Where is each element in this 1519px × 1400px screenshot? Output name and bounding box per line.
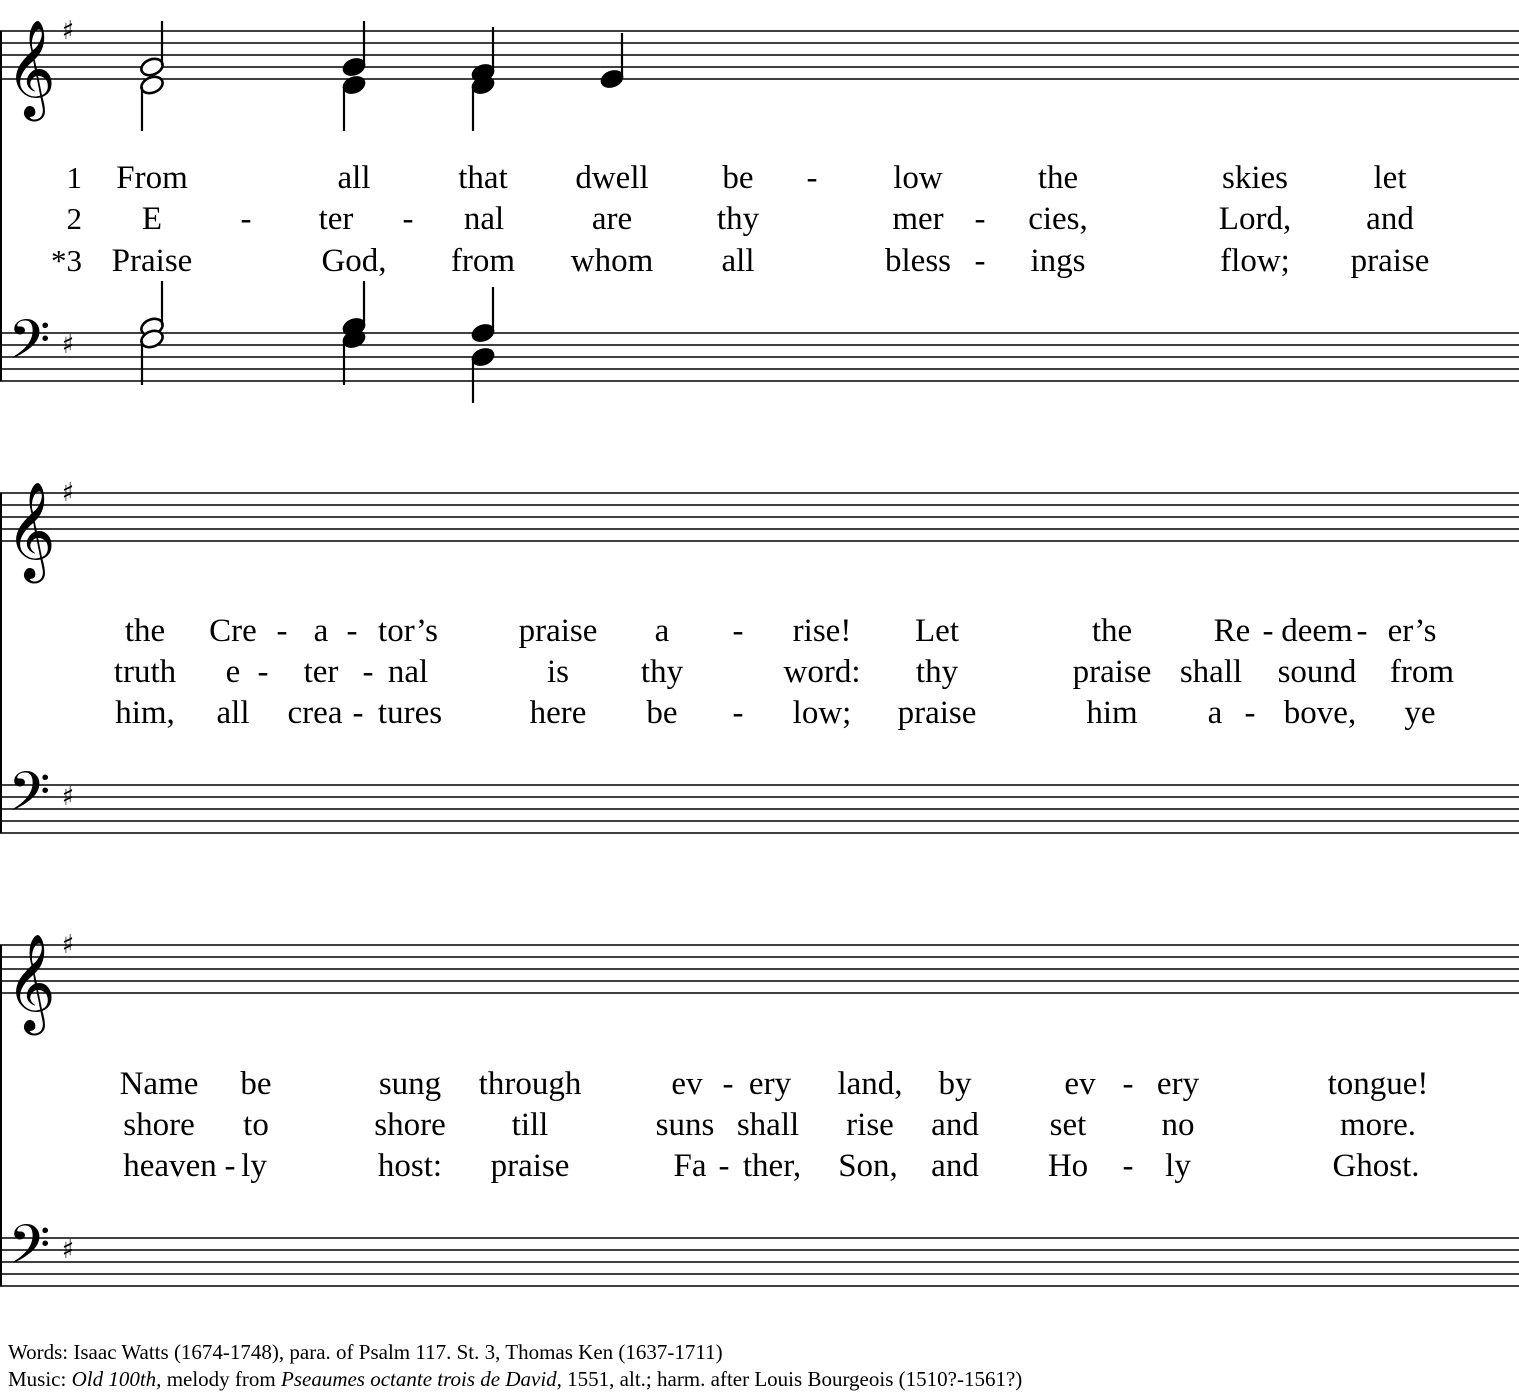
lyric-syllable: -	[732, 695, 744, 731]
credits-words: Words: Isaac Watts (1674-1748), para. of Psalm 117. St. 3, Thomas Ken (1637-1711)	[8, 1340, 723, 1364]
verse-number: *3	[51, 243, 82, 278]
lyric-syllable: and	[931, 1148, 979, 1184]
lyric-syllable: -	[1244, 695, 1256, 731]
lyric-syllable: all	[721, 243, 755, 279]
lyric-syllable: are	[591, 201, 633, 237]
treble-clef-icon: 𝄞	[6, 19, 56, 117]
lyric-syllable: skies	[1222, 160, 1288, 196]
lyric-syllable: e	[225, 654, 241, 690]
lyric-syllable: and	[1366, 201, 1414, 237]
source-title: Pseaumes octante trois de David,	[281, 1367, 562, 1391]
lyric-syllable: flow;	[1220, 243, 1290, 279]
lyric-syllable: -	[402, 201, 414, 237]
lyric-syllable: dwell	[575, 160, 649, 196]
lyric-syllable: -	[974, 201, 986, 237]
lyric-syllable: shore	[374, 1107, 446, 1143]
lyric-syllable: him,	[115, 695, 175, 731]
lyric-syllable: ther,	[742, 1148, 802, 1184]
verse-number: 2	[66, 201, 82, 236]
lyric-syllable: shall	[1179, 654, 1243, 690]
lyric-syllable: thy	[716, 201, 760, 237]
credits-music	[8, 1367, 1022, 1392]
lyric-syllable: be	[646, 695, 678, 731]
credits-music-mid: melody from	[161, 1367, 281, 1391]
lyric-syllable: -	[352, 695, 364, 731]
lyric-syllable: cies,	[1028, 201, 1088, 237]
lyric-syllable: ery	[748, 1066, 792, 1102]
lyric-syllable: tor’s	[378, 613, 438, 649]
lyric-syllable: ye	[1404, 695, 1436, 731]
lyric-syllable: praise	[897, 695, 977, 731]
key-signature-sharp-icon: ♯	[61, 782, 75, 812]
lyric-syllable: ev	[671, 1066, 703, 1102]
lyric-syllable: land,	[837, 1066, 903, 1102]
lyric-syllable: a	[1207, 695, 1223, 731]
lyric-syllable: here	[529, 695, 587, 731]
lyric-syllable: the	[1091, 613, 1133, 649]
credits-music-rest: 1551, alt.; harm. after Louis Bourgeois (1510?-1561?)	[561, 1367, 1023, 1391]
lyric-syllable: nal	[463, 201, 505, 237]
lyric-syllable: sound	[1277, 654, 1357, 690]
lyric-syllable: crea	[287, 695, 343, 731]
lyric-syllable: E	[141, 201, 163, 237]
lyric-syllable: From	[116, 160, 188, 196]
lyric-syllable: Re	[1213, 613, 1251, 649]
lyric-syllable: the	[1037, 160, 1079, 196]
lyric-syllable: ery	[1156, 1066, 1200, 1102]
credits-music-label: Music:	[8, 1367, 72, 1391]
lyric-syllable: -	[224, 1148, 236, 1184]
lyric-syllable: -	[806, 160, 818, 196]
lyric-syllable: praise	[1072, 654, 1152, 690]
lyric-syllable: a	[654, 613, 670, 649]
lyric-syllable: Lord,	[1218, 201, 1292, 237]
verse-number: 1	[66, 160, 82, 195]
lyric-syllable: from	[450, 243, 516, 279]
lyric-syllable: truth	[113, 654, 177, 690]
lyric-syllable: all	[216, 695, 250, 731]
lyric-syllable: -	[257, 654, 269, 690]
lyric-syllable: -	[276, 613, 288, 649]
lyric-syllable: through	[478, 1066, 582, 1102]
lyric-syllable: be	[240, 1066, 272, 1102]
lyric-syllable: Son,	[838, 1148, 898, 1184]
lyric-syllable: -	[1262, 613, 1274, 649]
lyric-syllable: rise	[846, 1107, 894, 1143]
lyric-syllable: is	[546, 654, 570, 690]
lyric-syllable: Ho	[1047, 1148, 1089, 1184]
key-signature-sharp-icon: ♯	[61, 1235, 75, 1265]
lyric-syllable: -	[1122, 1148, 1134, 1184]
lyric-syllable: -	[718, 1148, 730, 1184]
lyric-syllable: be	[722, 160, 754, 196]
lyric-syllable: -	[722, 1066, 734, 1102]
lyric-syllable: no	[1161, 1107, 1195, 1143]
lyric-syllable: Ghost.	[1332, 1148, 1420, 1184]
lyric-syllable: deem	[1281, 613, 1353, 649]
lyric-syllable: more.	[1339, 1107, 1417, 1143]
lyric-syllable: praise	[1350, 243, 1430, 279]
lyric-syllable: praise	[490, 1148, 570, 1184]
lyric-syllable: him	[1086, 695, 1138, 731]
lyric-syllable: tongue!	[1327, 1066, 1429, 1102]
lyric-syllable: rise!	[792, 613, 852, 649]
lyric-syllable: the	[124, 613, 166, 649]
lyric-syllable: thy	[915, 654, 959, 690]
lyric-syllable: heaven	[123, 1148, 217, 1184]
lyric-syllable: ly	[241, 1148, 267, 1184]
lyric-syllable: and	[931, 1107, 979, 1143]
lyric-syllable: Let	[915, 613, 959, 649]
lyric-syllable: bless	[885, 243, 951, 279]
key-signature-sharp-icon: ♯	[61, 330, 75, 360]
bass-clef-icon: 𝄢	[8, 1213, 51, 1290]
lyric-syllable: sung	[378, 1066, 442, 1102]
lyric-syllable: word:	[783, 654, 861, 690]
lyric-syllable: to	[243, 1107, 269, 1143]
lyric-syllable: mer	[892, 201, 944, 237]
lyric-syllable: -	[974, 243, 986, 279]
lyric-syllable: low;	[792, 695, 852, 731]
lyric-syllable: host:	[377, 1148, 443, 1184]
lyric-syllable: from	[1389, 654, 1455, 690]
lyric-syllable: let	[1373, 160, 1407, 196]
lyric-syllable: -	[732, 613, 744, 649]
lyric-syllable: Cre	[209, 613, 257, 649]
lyric-syllable: set	[1049, 1107, 1087, 1143]
bass-clef-icon: 𝄢	[8, 308, 51, 385]
key-signature-sharp-icon: ♯	[61, 478, 75, 508]
lyric-syllable: praise	[518, 613, 598, 649]
lyric-syllable: by	[938, 1066, 972, 1102]
tune-name: Old 100th,	[71, 1367, 162, 1391]
lyric-syllable: nal	[387, 654, 429, 690]
lyric-syllable: -	[1356, 613, 1368, 649]
lyric-syllable: -	[362, 654, 374, 690]
lyric-syllable: -	[346, 613, 358, 649]
lyric-syllable: God,	[321, 243, 387, 279]
treble-clef-icon: 𝄞	[6, 481, 56, 579]
lyric-syllable: low	[893, 160, 943, 196]
lyric-syllable: thy	[640, 654, 684, 690]
lyric-syllable: till	[511, 1107, 549, 1143]
lyric-syllable: ter	[303, 654, 339, 690]
bass-clef-icon: 𝄢	[8, 760, 51, 837]
lyric-syllable: ly	[1165, 1148, 1191, 1184]
lyric-syllable: a	[313, 613, 329, 649]
lyric-syllable: Fa	[673, 1148, 707, 1184]
lyric-syllable: shall	[736, 1107, 800, 1143]
lyric-syllable: suns	[655, 1107, 715, 1143]
lyric-syllable: ev	[1064, 1066, 1096, 1102]
lyric-syllable: Praise	[111, 243, 193, 279]
lyric-syllable: whom	[570, 243, 654, 279]
treble-clef-icon: 𝄞	[6, 933, 56, 1031]
lyric-syllable: bove,	[1283, 695, 1357, 731]
lyric-syllable: shore	[123, 1107, 195, 1143]
lyric-syllable: tures	[377, 695, 443, 731]
lyric-syllable: Name	[119, 1066, 199, 1102]
key-signature-sharp-icon: ♯	[61, 16, 75, 46]
lyric-syllable: ter	[318, 201, 354, 237]
key-signature-sharp-icon: ♯	[61, 930, 75, 960]
lyric-syllable: er’s	[1387, 613, 1437, 649]
lyric-syllable: that	[458, 160, 508, 196]
lyric-syllable: all	[337, 160, 371, 196]
lyric-syllable: ings	[1030, 243, 1086, 279]
lyric-syllable: -	[240, 201, 252, 237]
lyric-syllable: -	[1122, 1066, 1134, 1102]
